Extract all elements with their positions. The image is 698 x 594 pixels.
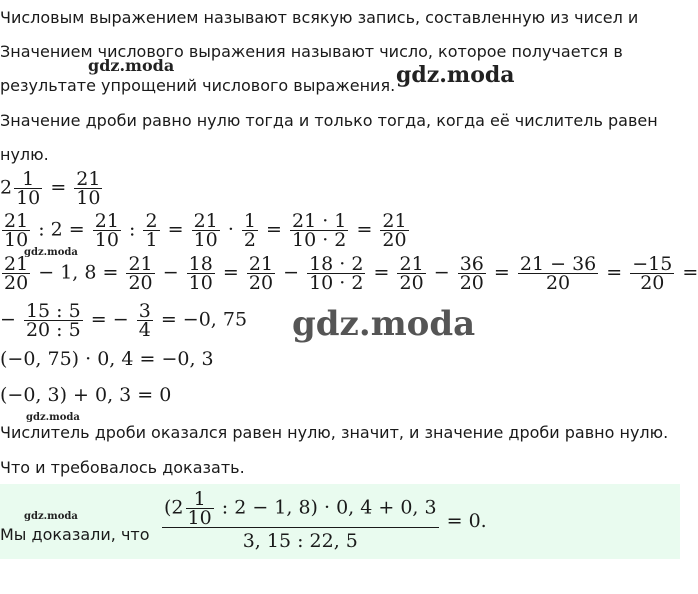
denominator: 20 (459, 272, 484, 294)
fraction (143, 212, 159, 249)
math-row-5: (−0, 75) · 0, 4 = −0, 3 (0, 348, 214, 370)
denominator: 10 (94, 229, 119, 251)
numerator: 2 (145, 210, 158, 232)
numerator: 18 (188, 253, 213, 275)
denominator: 2 (243, 229, 256, 251)
denominator: 10 (187, 507, 212, 529)
fraction (307, 255, 365, 292)
operator: = (606, 261, 623, 284)
math-row-1 (0, 170, 104, 207)
denominator: 20 (399, 272, 424, 294)
operator: = − (90, 308, 129, 331)
operator: = (373, 261, 390, 284)
final-expression (160, 490, 487, 554)
math-row-3 (0, 255, 698, 292)
big-denominator: 3, 15 : 22, 5 (242, 530, 358, 552)
denominator: 20 (248, 272, 274, 294)
result: = 0. (446, 510, 487, 532)
operator: = (493, 261, 510, 284)
numerator-part: (2 (164, 496, 184, 519)
numerator: 21 (193, 210, 218, 232)
numerator: 21 (76, 168, 101, 190)
numerator: 21 (4, 253, 29, 275)
fraction (458, 255, 486, 292)
fraction (24, 302, 83, 339)
fraction (74, 170, 102, 207)
big-numerator (162, 490, 439, 528)
denominator: 10 (4, 229, 29, 251)
denominator: 20 (640, 272, 665, 294)
conclusion-line: Числитель дроби оказался равен нулю, значит, и значение дроби равно нулю. (0, 423, 669, 442)
numerator: 18 · 2 (309, 253, 364, 275)
numerator: 21 − 36 (519, 253, 597, 275)
fraction (187, 255, 215, 292)
operator: = (50, 176, 67, 199)
operator: = (266, 218, 282, 241)
proved-line: Что и требовалось доказать. (0, 458, 245, 477)
numerator: 21 (248, 253, 274, 275)
operator: − (162, 261, 179, 284)
numerator: 21 (399, 253, 424, 275)
denominator: 10 · 2 (309, 272, 364, 294)
fraction (2, 212, 30, 249)
numerator-part: : 2 − 1, 8) · 0, 4 + 0, 3 (221, 496, 437, 519)
watermark: gdz.moda (24, 247, 78, 258)
operator: − 1, 8 = (38, 261, 119, 284)
denominator: 20 : 5 (25, 319, 81, 341)
fraction (380, 212, 408, 249)
fraction (242, 212, 258, 249)
denominator: 10 (188, 272, 213, 294)
math-row-4 (0, 302, 247, 339)
numerator: 21 (4, 210, 29, 232)
fraction (192, 212, 220, 249)
denominator: 20 (4, 272, 29, 294)
numerator: 21 (382, 210, 407, 232)
fraction (137, 302, 153, 339)
fraction (93, 212, 121, 249)
numerator: −15 (632, 253, 673, 275)
fraction (397, 255, 425, 292)
fraction (247, 255, 275, 292)
fraction (126, 255, 154, 292)
rule-line-2: нулю. (0, 145, 49, 164)
big-fraction (162, 490, 439, 554)
operator: : 2 = (38, 218, 85, 241)
operator: : (129, 218, 136, 241)
numerator: 36 (459, 253, 484, 275)
watermark: gdz.moda (88, 56, 175, 75)
denominator: 10 (16, 187, 41, 209)
numerator: 1 (186, 490, 214, 509)
operator: − (0, 308, 16, 331)
mixed-number (0, 170, 44, 207)
watermark: gdz.moda (24, 511, 78, 522)
fraction (630, 255, 674, 292)
numerator: 3 (138, 300, 151, 322)
denominator: 4 (138, 319, 151, 341)
watermark: gdz.moda (292, 304, 476, 344)
operator: = (167, 218, 184, 241)
rule-line-1: Значение дроби равно нулю тогда и только тогда, когда её числитель равен (0, 111, 658, 130)
numerator: 1 (243, 210, 256, 232)
denominator: 10 · 2 (292, 229, 347, 251)
denominator: 10 (76, 187, 101, 209)
numerator: 15 : 5 (25, 300, 81, 322)
operator: = (222, 261, 239, 284)
denominator: 20 (128, 272, 153, 294)
math-row-6: (−0, 3) + 0, 3 = 0 (0, 384, 172, 406)
operator: − (433, 261, 450, 284)
numerator: 21 · 1 (292, 210, 347, 232)
fraction (2, 255, 30, 292)
numerator: 21 (128, 253, 153, 275)
denominator: 10 (193, 229, 218, 251)
operator: = (682, 261, 698, 284)
denominator: 20 (545, 272, 571, 294)
operator: − (283, 261, 300, 284)
denominator: 20 (382, 229, 407, 251)
fraction (518, 255, 598, 292)
operator: = (356, 218, 373, 241)
definition-line-3: результате упрощений числового выражения. (0, 76, 396, 95)
final-prefix: Мы доказали, что (0, 525, 150, 544)
fraction (290, 212, 348, 249)
whole-part: 2 (0, 176, 13, 199)
fraction (186, 490, 214, 527)
denominator: 1 (145, 229, 158, 251)
result: = −0, 75 (160, 308, 248, 331)
watermark: gdz.moda (396, 62, 515, 88)
math-row-2 (0, 212, 411, 249)
numerator: 21 (94, 210, 119, 232)
fraction (14, 170, 42, 207)
operator: · (227, 218, 234, 241)
watermark: gdz.moda (26, 412, 80, 423)
definition-line-1: Числовым выражением называют всякую запись, составленную из чисел и (0, 8, 639, 27)
numerator: 1 (14, 170, 42, 189)
definition-line-2: Значением числового выражения называют число, которое получается в (0, 42, 623, 61)
